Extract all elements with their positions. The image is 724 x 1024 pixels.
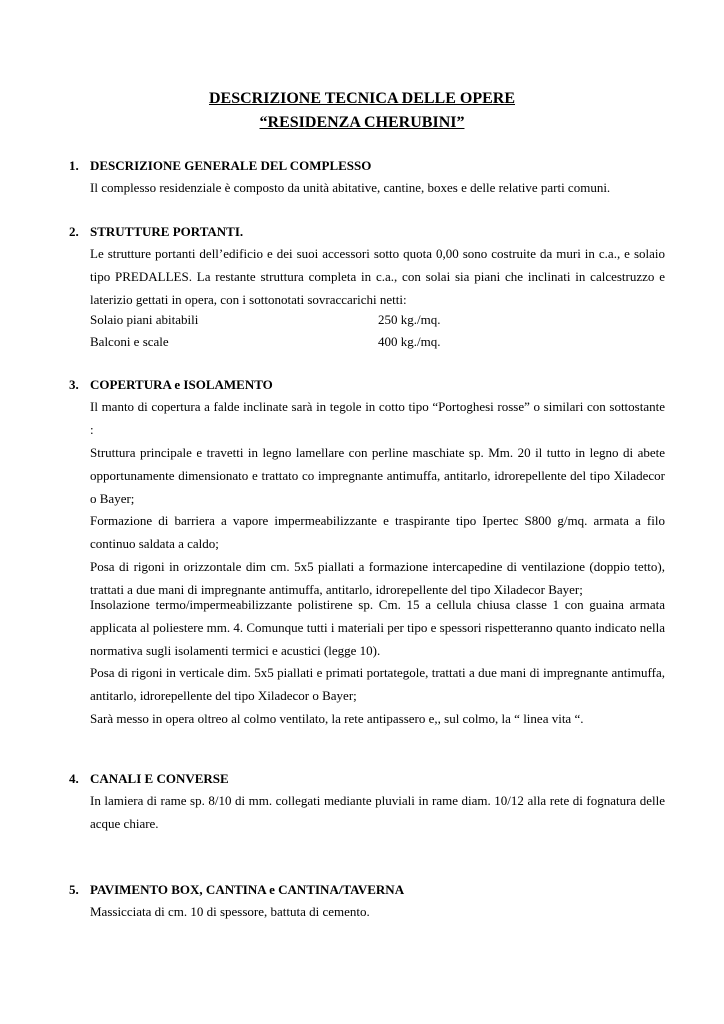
section-3-paragraph: Posa di rigoni in verticale dim. 5x5 piallati e primati portategole, trattati a due mani di impregnante antimuffa, antitarlo, idrorepellente del tipo Xiladecor o Bayer; xyxy=(90,665,665,703)
section-4-paragraph: In lamiera di rame sp. 8/10 di mm. collegati mediante pluviali in rame diam. 10/12 alla rete di fognatura delle acque chiare. xyxy=(90,793,665,831)
section-3-paragraph: Insolazione termo/impermeabilizzante polistirene sp. Cm. 15 a cellula chiusa classe 1 con guaina armata applicata al poliestere mm. 4. Comunque tutti i materiali per tipo e spessori rispetteranno quanto indicato nella normativa sugli isolamenti termici e acustici (legge 10). xyxy=(90,597,665,658)
section-2-heading: STRUTTURE PORTANTI. xyxy=(90,224,244,239)
section-3-paragraph: Posa di rigoni in orizzontale dim cm. 5x5 piallati a formazione intercapedine di ventilazione (doppio tetto), trattati a due mani di impregnante antimuffa, antitarlo, idrorepellente del tipo Xiladecor Bayer; xyxy=(90,559,665,597)
section-3-paragraph: Formazione di barriera a vapore impermeabilizzante e traspirante tipo Ipertec S800 g/mq. armata a filo continuo saldata a caldo; xyxy=(90,513,665,551)
section-1-heading: DESCRIZIONE GENERALE DEL COMPLESSO xyxy=(90,158,372,173)
section-3-heading: COPERTURA e ISOLAMENTO xyxy=(90,377,273,392)
section-5-number: 5. xyxy=(69,882,79,897)
section-3-number: 3. xyxy=(69,377,79,392)
document-subtitle: “RESIDENZA CHERUBINI” xyxy=(259,114,465,131)
section-3-paragraph: Sarà messo in opera oltreo al colmo ventilato, la rete antipassero e,, sul colmo, la “ linea vita “. xyxy=(90,711,584,726)
section-4-number: 4. xyxy=(69,771,79,786)
section-5-paragraph: Massicciata di cm. 10 di spessore, battuta di cemento. xyxy=(90,904,370,919)
section-2-number: 2. xyxy=(69,224,79,239)
section-3-paragraph: Struttura principale e travetti in legno lamellare con perline maschiate sp. Mm. 20 il tutto in legno di abete opportunamente dimensionato e trattato co impregnante antimuffa, antitarlo, idrorepellente del tipo Xiladecor o Bayer; xyxy=(90,445,665,506)
load-label-floor: Solaio piani abitabili xyxy=(90,312,199,327)
load-label-balconies: Balconi e scale xyxy=(90,334,169,349)
section-5-heading: PAVIMENTO BOX, CANTINA e CANTINA/TAVERNA xyxy=(90,882,405,897)
load-value-floor: 250 kg./mq. xyxy=(378,312,441,327)
document-title: DESCRIZIONE TECNICA DELLE OPERE xyxy=(208,90,515,107)
section-2-paragraph: Le strutture portanti dell’edificio e dei suoi accessori sotto quota 0,00 sono costruite da muri in c.a., e solaio tipo PREDALLES. La restante struttura completa in c.a., con solai sia piani che inclinati in calcestruzzo e laterizio gettati in opera, con i sottonotati sovraccarichi netti: xyxy=(90,246,665,307)
section-3-paragraph: Il manto di copertura a falde inclinate sarà in tegole in cotto tipo “Portoghesi rosse” o similari con sottostante : xyxy=(90,399,665,437)
load-value-balconies: 400 kg./mq. xyxy=(378,334,441,349)
section-1-paragraph: Il complesso residenziale è composto da unità abitative, cantine, boxes e delle relative parti comuni. xyxy=(90,180,611,195)
section-4-heading: CANALI E CONVERSE xyxy=(90,771,229,786)
section-1-number: 1. xyxy=(69,158,79,173)
